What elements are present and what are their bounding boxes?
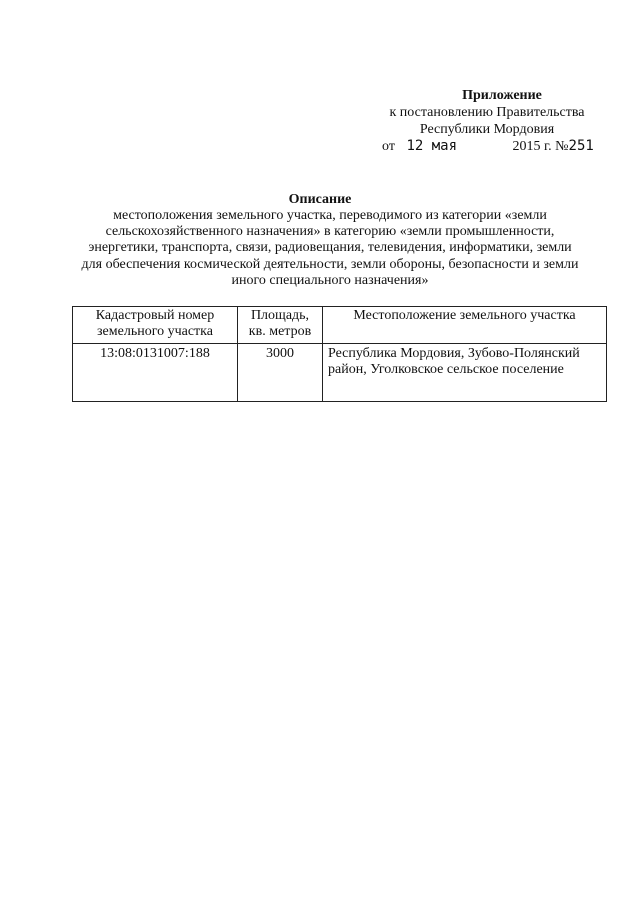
cell-location: Республика Мордовия, Зубово-Полянский район, Уголковское сельское поселение bbox=[323, 344, 607, 402]
header-location: Местоположение земельного участка bbox=[323, 307, 607, 344]
decree-number: 251 bbox=[568, 138, 594, 154]
header-area: Площадь, кв. метров bbox=[238, 307, 323, 344]
date-prefix: от bbox=[382, 139, 395, 154]
header-cadastral-number: Кадастровый номер земельного участка bbox=[73, 307, 238, 344]
appendix-line-decree: к постановлению Правительства bbox=[389, 105, 585, 120]
table-row bbox=[73, 344, 607, 402]
appendix-date-line bbox=[372, 138, 602, 155]
cell-area: 3000 bbox=[238, 344, 323, 402]
description-body: местоположения земельного участка, переводимого из категории «земли сельскохозяйственного назначения» в категорию «земли промышленности, энергетики, транспорта, связи, радиовещания, телевидения, информатики, земли для обеспечения космической деятельности, земли обороны, безопасности и земли иного специального назначения» bbox=[81, 208, 579, 288]
date-day-month: 12 мая bbox=[406, 138, 458, 154]
table-header-row bbox=[73, 307, 607, 344]
description-title: Описание bbox=[288, 192, 352, 207]
appendix-block bbox=[372, 87, 602, 155]
cell-cadastral-number: 13:08:0131007:188 bbox=[73, 344, 238, 402]
appendix-title: Приложение bbox=[462, 88, 542, 103]
land-plot-table bbox=[72, 306, 607, 402]
appendix-line-republic: Республики Мордовия bbox=[419, 122, 555, 137]
date-year: 2015 г. № bbox=[512, 139, 569, 154]
